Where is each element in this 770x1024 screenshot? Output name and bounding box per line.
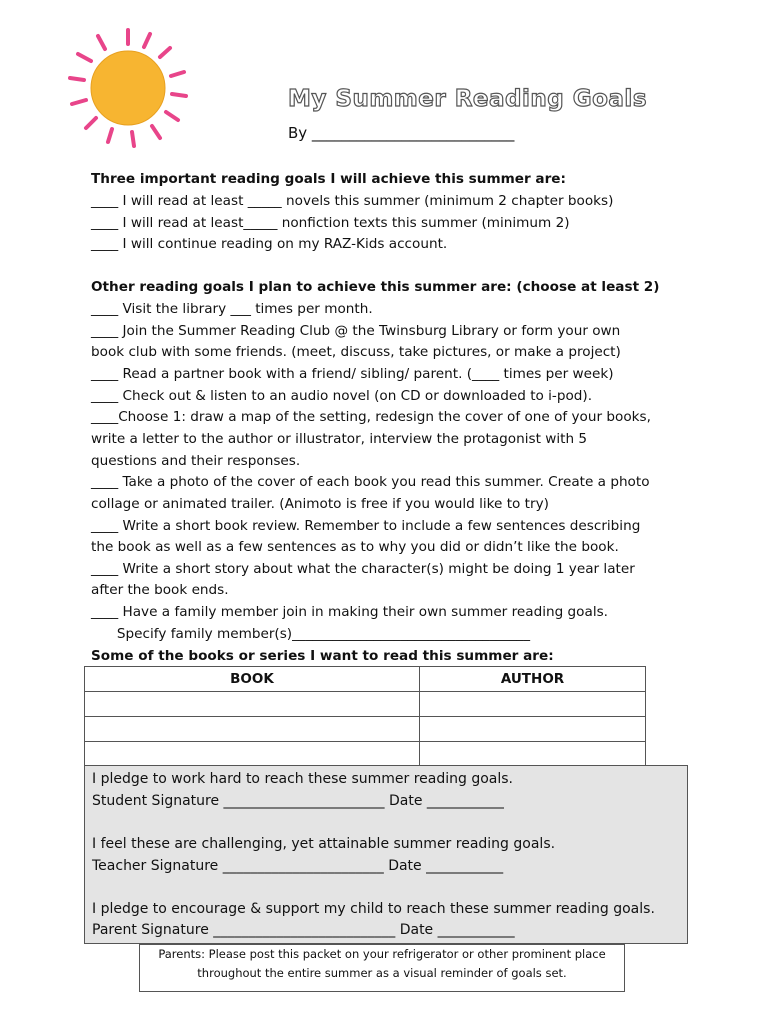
goal-line: collage or animated trailer. (Animoto is free if you would like to try) <box>91 496 549 512</box>
page-title: My Summer Reading Goals <box>288 86 648 112</box>
family-member-field[interactable]: Specify family member(s)___________________________________ <box>91 626 530 642</box>
table-row <box>85 717 646 742</box>
table-row <box>85 742 646 767</box>
teacher-pledge: I feel these are challenging, yet attainable summer reading goals. <box>92 836 556 852</box>
goal-line[interactable]: ____ Write a short book review. Remember to include a few sentences describing <box>91 518 641 534</box>
goal-line[interactable]: ____ Take a photo of the cover of each book you read this summer. Create a photo <box>91 474 650 490</box>
goal-line[interactable]: ____ Check out & listen to an audio novel (on CD or downloaded to i-pod). <box>91 388 593 404</box>
author-name-line[interactable]: By ___________________________ <box>288 124 515 142</box>
author-cell[interactable] <box>420 692 646 717</box>
goal-line[interactable]: ____ Read a partner book with a friend/ sibling/ parent. (____ times per week) <box>91 366 614 382</box>
book-column-header: BOOK <box>85 667 420 692</box>
author-column-header: AUTHOR <box>420 667 646 692</box>
goal-item[interactable]: ____ I will read at least_____ nonfiction texts this summer (minimum 2) <box>91 215 570 231</box>
goal-line[interactable]: ____Choose 1: draw a map of the setting, redesign the cover of one of your books, <box>91 409 651 425</box>
teacher-signature-line[interactable]: Teacher Signature _______________________ Date ___________ <box>92 858 504 874</box>
section1-heading: Three important reading goals I will achieve this summer are: <box>91 171 566 187</box>
pledge-box <box>84 765 688 944</box>
goal-item[interactable]: ____ I will continue reading on my RAZ-Kids account. <box>91 236 448 252</box>
parent-pledge: I pledge to encourage & support my child to reach these summer reading goals. <box>92 901 655 917</box>
parents-note <box>139 944 625 992</box>
section3-heading: Some of the books or series I want to read this summer are: <box>91 648 554 664</box>
goal-item[interactable]: ____ I will read at least _____ novels this summer (minimum 2 chapter books) <box>91 193 614 209</box>
goal-line[interactable]: ____ Visit the library ___ times per month. <box>91 301 373 317</box>
student-pledge: I pledge to work hard to reach these summer reading goals. <box>92 771 513 787</box>
goal-line[interactable]: ____ Join the Summer Reading Club @ the Twinsburg Library or form your own <box>91 323 621 339</box>
goal-line: write a letter to the author or illustrator, interview the protagonist with 5 <box>91 431 588 447</box>
goal-line: book club with some friends. (meet, discuss, take pictures, or make a project) <box>91 344 621 360</box>
section2-heading: Other reading goals I plan to achieve this summer are: (choose at least 2) <box>91 279 660 295</box>
goal-line: after the book ends. <box>91 582 229 598</box>
author-cell[interactable] <box>420 717 646 742</box>
parent-signature-line[interactable]: Parent Signature __________________________ Date ___________ <box>92 922 515 938</box>
table-row <box>85 692 646 717</box>
student-signature-line[interactable]: Student Signature _______________________ Date ___________ <box>92 793 504 809</box>
book-cell[interactable] <box>85 742 420 767</box>
goal-line[interactable]: ____ Have a family member join in making their own summer reading goals. <box>91 604 609 620</box>
goal-line: the book as well as a few sentences as to why you did or didn’t like the book. <box>91 539 619 555</box>
books-table <box>84 666 646 767</box>
sun-icon <box>62 22 194 152</box>
goal-line[interactable]: ____ Write a short story about what the character(s) might be doing 1 year later <box>91 561 635 577</box>
parents-note-line2: throughout the entire summer as a visual reminder of goals set. <box>197 966 567 980</box>
goal-line: questions and their responses. <box>91 453 301 469</box>
book-cell[interactable] <box>85 692 420 717</box>
parents-note-line1: Parents: Please post this packet on your refrigerator or other prominent place <box>158 947 606 961</box>
book-cell[interactable] <box>85 717 420 742</box>
author-cell[interactable] <box>420 742 646 767</box>
